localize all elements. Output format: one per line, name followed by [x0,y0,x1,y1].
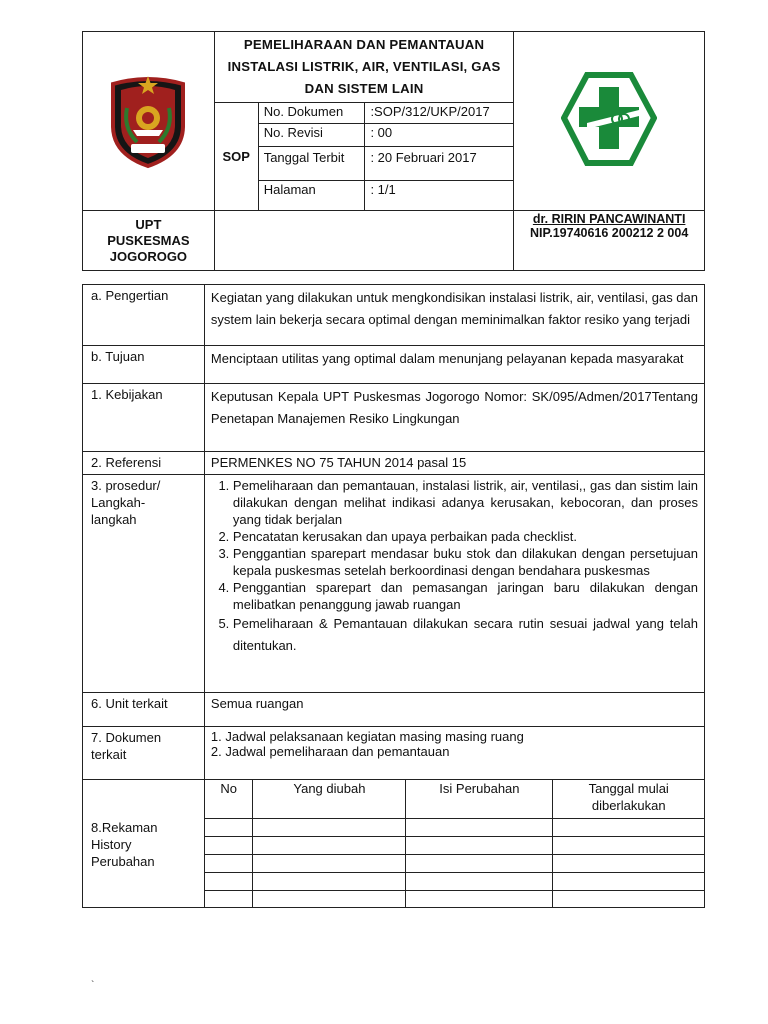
dokumen-list [205,727,704,761]
label-tujuan: b. Tujuan [83,346,205,384]
organization-name [83,211,215,271]
puskesmas-logo [561,71,657,169]
dokumen-label-text: 7. Dokumen terkait [91,730,162,762]
meta-key: Tanggal Terbit [258,147,365,181]
text-unit: Semua ruangan [204,693,704,727]
history-col-header: No [205,780,253,818]
prosedur-label-text: 3. prosedur/ Langkah-langkah [91,478,161,527]
document-title: PEMELIHARAAN DAN PEMANTAUAN INSTALASI LISTRIK, AIR, VENTILASI, GAS DAN SISTEM LAIN [214,32,514,103]
table-row [205,836,704,854]
label-unit: 6. Unit terkait [83,693,205,727]
meta-key: Halaman [258,181,365,211]
history-table [205,780,704,907]
table-row [205,890,704,907]
meta-value: :SOP/312/UKP/2017 [365,103,514,124]
step-item: 2. Pencatatan kerusakan dan upaya perbaikan pada checklist. [233,528,704,545]
org-text: UPT PUSKESMAS JOGOROGO [107,216,190,264]
meta-key: No. Revisi [258,124,365,147]
label-dokumen [83,727,205,780]
table-row [205,872,704,890]
sop-label: SOP [214,103,258,211]
step-item: 5. Pemeliharaan & Pemantauan dilakukan secara rutin sesuai jadwal yang telah ditentukan. [233,613,704,657]
label-referensi: 2. Referensi [83,452,205,475]
history-col-header: Yang diubah [253,780,406,818]
history-cell [204,780,704,908]
dokumen-item: 1. Jadwal pelaksanaan kegiatan masing masing ruang [210,729,524,744]
history-col-header: Tanggal mulai diberlakukan [553,780,704,818]
table-row [205,854,704,872]
meta-value: : 1/1 [365,181,514,211]
rekaman-label-text: 8.Rekaman History Perubahan [91,820,158,869]
label-kebijakan: 1. Kebijakan [83,384,205,452]
sop-body-table [82,284,705,908]
meta-value: : 20 Februari 2017 [365,147,514,181]
sop-header-table [82,31,705,271]
history-col-header: Isi Perubahan [406,780,553,818]
step-item: 4. Penggantian sparepart dan pemasangan jaringan baru dilakukan dengan melibatkan penanggung jawab ruangan [233,579,704,613]
text-tujuan: Menciptaan utilitas yang optimal dalam menunjang pelayanan kepada masyarakat [204,346,704,384]
signer-nip: NIP.19740616 200212 2 004 [530,226,689,240]
prosedur-steps [204,475,704,693]
meta-key: No. Dokumen [258,103,365,124]
signer-block [514,211,705,271]
label-rekaman [83,780,205,908]
meta-value: : 00 [365,124,514,147]
label-pengertian: a. Pengertian [83,285,205,346]
step-item: 3. Penggantian sparepart mendasar buku stok dan dilakukan dengan persetujuan kepala puskesmas setelah berkoordinasi dengan bendahara puskesmas [233,545,704,579]
step-item: 1. Pemeliharaan dan pemantauan, instalasi listrik, air, ventilasi,, gas dan sistim lain dilakukan dengan melihat indikasi adanya kerusakan, kebocoran, dan proses yang tidak berjalan [233,477,704,528]
text-kebijakan: Keputusan Kepala UPT Puskesmas Jogorogo Nomor: SK/095/Admen/2017Tentang Penetapan Manajemen Resiko Lingkungan [204,384,704,452]
text-pengertian: Kegiatan yang dilakukan untuk mengkondisikan instalasi listrik, air, ventilasi, gas dan system lain bekerja secara optimal dengan meminimalkan faktor resiko yang terjadi [204,285,704,346]
label-prosedur [83,475,205,693]
right-logo-cell [514,32,705,211]
signer-name: dr. RIRIN PANCAWINANTI [532,212,686,226]
table-row [205,818,704,836]
steps-list [205,477,704,657]
text-referensi: PERMENKES NO 75 TAHUN 2014 pasal 15 [204,452,704,475]
footer-mark: ` [91,980,95,991]
dokumen-list-cell [204,727,704,780]
empty-header-cell [214,211,514,271]
left-logo-cell [83,32,215,211]
ngawi-crest-logo [103,70,193,170]
dokumen-item: 2. Jadwal pemeliharaan dan pemantauan [210,744,450,759]
